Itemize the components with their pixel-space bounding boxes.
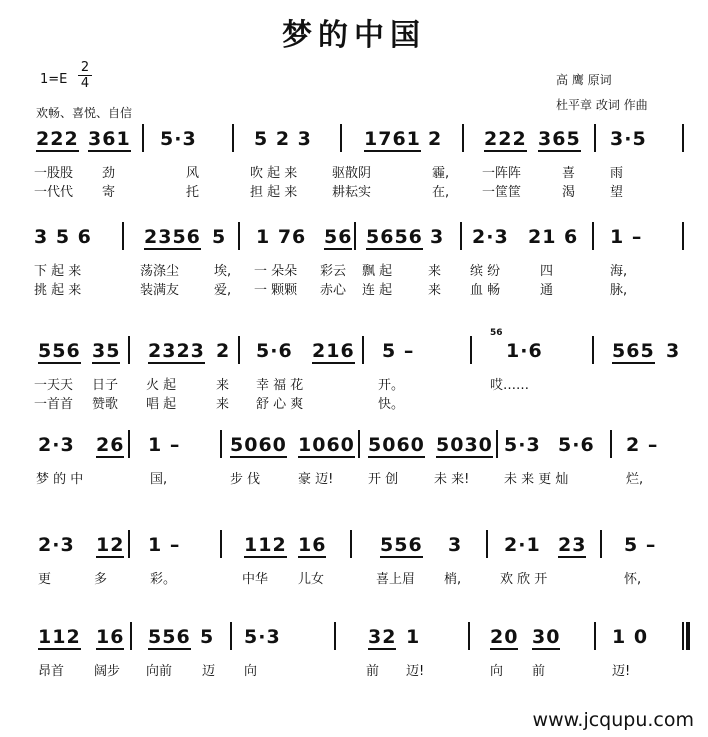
score-sheet: 梦的中国 高 鹰 原词 杜平章 改词 作曲 1=E 2 4 欢畅、喜悦、自信 222 361 5·3 5 2 3 1761 2 222 365 3·5 一股股 劲 风 吹 起 来 驱散阴 霾, 一阵阵 喜 雨 一代代 寄 托 担 起 来 耕耘实 在, 一筐筐 渴 望 3 5 6 2356 5 1 76 56 5656 3 2·3 21 6 1 – 下 起 来 荡涤尘 埃, 一 朵朵 彩云 飘 起 来 缤 纷 四 海, 挑 起 来 装满友 爱, 一 颗颗 赤心 连 起 来 血 畅 通 脉, 556 35 2323 2 5·6 216 5 – 56 1·6 565 3 一天天 日子 火 起 来 幸 福 花 开。 哎…… 一首首 赞歌 唱 起 来 舒 心 爽 快。 2·3 26 1 – 5060 1060 5060 5030 5·3 5·6 2 – 梦 的 中 国, 步 伐 豪 迈! 开 创 未 来! 未 来 更 灿 烂, 2·3 12 1 – 112 16 556 3 2·1 23 5 – 更 多 彩。 中华 儿女 喜上眉 梢, 欢 欣 开 怀, 112 16 556 5 5·3 32 1 20 30 1 0 昂首 阔步 向前 迈 向 前 迈! 向 前 迈! www.jcqupu.com [0, 0, 708, 737]
barline [220, 530, 222, 558]
notes-line-3 [0, 328, 708, 374]
note-group: 365 [538, 128, 581, 150]
barline [334, 622, 336, 650]
note-group: 222 [36, 128, 79, 150]
note-group: 56 [324, 226, 353, 248]
note-group: 5030 [436, 434, 493, 456]
barline [130, 622, 132, 650]
note-group: 1 – [610, 226, 643, 248]
barline [594, 622, 596, 650]
barline [486, 530, 488, 558]
note-group: 112 [38, 626, 81, 648]
note-group: 5060 [230, 434, 287, 456]
notes-line-4 [0, 434, 708, 468]
note-group: 3 [430, 226, 445, 248]
note-group: 1 76 [256, 226, 307, 248]
barline [682, 222, 684, 250]
note-group: 2 [428, 128, 443, 150]
barline [128, 430, 130, 458]
note-group: 5060 [368, 434, 425, 456]
note-group: 3 5 6 [34, 226, 92, 248]
note-group: 556 [38, 340, 81, 362]
note-group: 3 [448, 534, 463, 556]
note-group: 5 2 3 [254, 128, 312, 150]
note-group: 3 [666, 340, 681, 362]
barline [460, 222, 462, 250]
notes-line-2 [0, 226, 708, 260]
note-group: 5 [212, 226, 227, 248]
note-group: 16 [298, 534, 327, 556]
note-group: 361 [88, 128, 131, 150]
barline [362, 336, 364, 364]
barline [238, 336, 240, 364]
barline [462, 124, 464, 152]
barline [350, 530, 352, 558]
barline [232, 124, 234, 152]
note-group: 5·6 [558, 434, 595, 456]
notes-line-6 [0, 626, 708, 660]
note-group: 2323 [148, 340, 205, 362]
note-group: 112 [244, 534, 287, 556]
composer-credit: 杜平章 改词 作曲 [556, 98, 648, 112]
note-group: 2356 [144, 226, 201, 248]
key-signature: 1=E [40, 72, 68, 87]
barline [128, 530, 130, 558]
note-group: 222 [484, 128, 527, 150]
note-group: 5656 [366, 226, 423, 248]
note-group: 556 [380, 534, 423, 556]
website-watermark: www.jcqupu.com [532, 709, 694, 731]
barline [600, 530, 602, 558]
barline [340, 124, 342, 152]
note-group: 556 [148, 626, 191, 648]
note-group: 5·3 [504, 434, 541, 456]
note-group: 5 – [624, 534, 657, 556]
note-group: 2 [216, 340, 231, 362]
note-group: 32 [368, 626, 397, 648]
barline [122, 222, 124, 250]
barline [470, 336, 472, 364]
barline [128, 336, 130, 364]
note-group: 1 0 [612, 626, 649, 648]
tempo-mood: 欢畅、喜悦、自信 [36, 106, 133, 120]
note-group: 2·1 [504, 534, 541, 556]
note-group: 5·3 [244, 626, 281, 648]
note-group: 5·6 [256, 340, 293, 362]
note-group: 1 [406, 626, 421, 648]
barline [592, 336, 594, 364]
note-group: 21 6 [528, 226, 579, 248]
note-group: 26 [96, 434, 125, 456]
lyricist-credit: 高 鹰 原词 [556, 73, 612, 87]
note-group: 16 [96, 626, 125, 648]
note-group: 1 – [148, 534, 181, 556]
note-group: 1060 [298, 434, 355, 456]
barline [142, 124, 144, 152]
note-group: 5·3 [160, 128, 197, 150]
barline [354, 222, 356, 250]
note-group: 2·3 [38, 534, 75, 556]
note-group: 2 – [626, 434, 659, 456]
note-group: 565 [612, 340, 655, 362]
grace-note: 56 [490, 328, 503, 338]
barline [592, 222, 594, 250]
barline [468, 622, 470, 650]
note-group: 12 [96, 534, 125, 556]
song-title: 梦的中国 [282, 18, 426, 53]
note-group: 216 [312, 340, 355, 362]
note-group: 2·3 [38, 434, 75, 456]
barline [610, 430, 612, 458]
final-barline-thin [682, 622, 684, 650]
time-signature: 2 4 [78, 60, 92, 91]
notes-line-5 [0, 534, 708, 568]
note-group: 1 – [148, 434, 181, 456]
note-group: 35 [92, 340, 121, 362]
barline [230, 622, 232, 650]
notes-line-1 [0, 128, 708, 162]
note-group: 5 – [382, 340, 415, 362]
barline [358, 430, 360, 458]
barline [496, 430, 498, 458]
barline [682, 124, 684, 152]
note-group: 23 [558, 534, 587, 556]
note-group: 1761 [364, 128, 421, 150]
barline [238, 222, 240, 250]
note-group: 30 [532, 626, 561, 648]
note-group: 20 [490, 626, 519, 648]
note-group: 2·3 [472, 226, 509, 248]
final-barline-thick [686, 622, 690, 650]
note-group: 3·5 [610, 128, 647, 150]
note-group: 5 [200, 626, 215, 648]
barline [220, 430, 222, 458]
barline [594, 124, 596, 152]
note-group: 1·6 [506, 340, 543, 362]
